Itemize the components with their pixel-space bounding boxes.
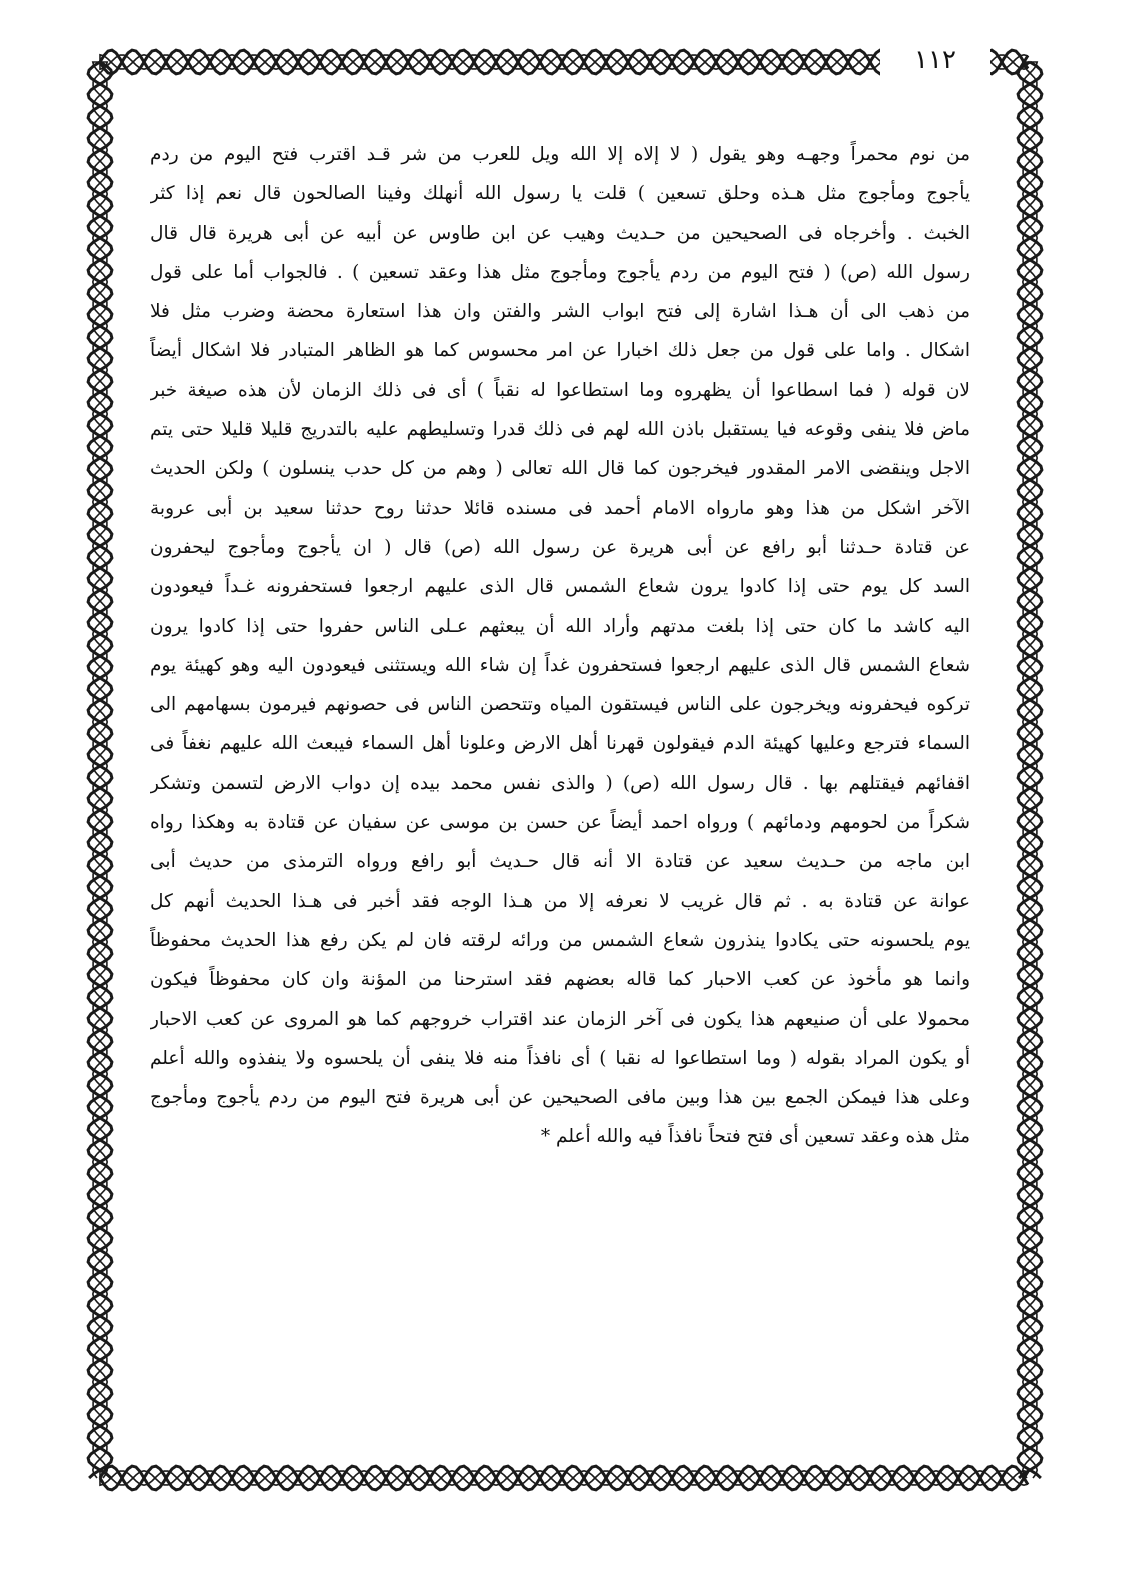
text-line: اقفائهم فيقتلهم بها . قال رسول الله (ص) ( والذى نفس محمد بيده إن دواب الارض لتسمن وتشكر — [150, 772, 970, 794]
text-line: ماض فلا ينفى وقوعه فيا يستقبل باذن الله لهم فى ذلك قدرا وتسليطهم عليه بالتدريج قليلا قليلا حتى يتم — [150, 419, 970, 441]
text-line: يأجوج ومأجوج مثل هـذه وحلق تسعين ) قلت يا رسول الله أنهلك وفينا الصالحون قال نعم إذا كثر — [150, 183, 970, 205]
text-line: رسول الله (ص) ( فتح اليوم من ردم يأجوج ومأجوج مثل هذا وعقد تسعين ) . فالجواب أما على قول — [150, 261, 970, 283]
text-line: ابن ماجه من حـديث سعيد عن قتادة الا أنه قال حـديث أبو رافع ورواه الترمذى من حديث أبى — [150, 851, 970, 873]
text-line: شكراً من لحومهم ودمائهم ) ورواه احمد أيضاً عن حسن بن موسى عن سفيان عن قتادة به وهكذا رواه — [150, 812, 970, 834]
text-line: عوانة عن قتادة به . ثم قال غريب لا نعرفه إلا من هـذا الوجه فقد أخبر فى هـذا الحديث أنهم كل — [150, 890, 970, 912]
text-line: السد كل يوم حتى إذا كادوا يرون شعاع الشمس قال الذى عليهم ارجعوا فستحفرونه غـداً فيعودون — [150, 576, 970, 598]
page-number: ١١٢ — [880, 40, 990, 80]
text-line: السماء فترجع وعليها كهيئة الدم فيقولون قهرنا أهل الارض وعلونا أهل السماء فيبعث الله عليهم نغفاً فى — [150, 733, 970, 755]
text-line: الاجل وينقضى الامر المقدور فيخرجون كما قال الله تعالى ( وهم من كل حدب ينسلون ) ولكن الحديث — [150, 458, 970, 480]
text-line: محمولا على أن صنيعهم هذا يكون فى آخر الزمان عند اقتراب خروجهم كما هو المروى عن كعب الاحبار — [150, 1008, 970, 1030]
text-line: أو يكون المراد بقوله ( وما استطاعوا له نقبا ) أى نافذاً منه فلا ينفى أن يلحسوه ولا ينفذوه والله أعلم — [150, 1047, 970, 1069]
text-line: وعلى هذا فيمكن الجمع بين هذا وبين مافى الصحيحين عن أبى هريرة فتح اليوم من ردم يأجوج ومأجوج — [150, 1087, 970, 1109]
text-line: من نوم محمراً وجهـه وهو يقول ( لا إلاه إلا الله ويل للعرب من شر قـد اقترب فتح اليوم من ردم — [150, 144, 970, 165]
body-text — [150, 135, 970, 1375]
text-line: شعاع الشمس قال الذى عليهم ارجعوا فستحفرون غداً إن شاء الله ويستثنى فيعودون اليه وهو كهيئة يوم — [150, 654, 970, 676]
text-line: اليه كاشد ما كان حتى إذا بلغت مدتهم وأراد الله أن يبعثهم عـلى الناس حفروا حتى إذا كادوا يرون — [150, 615, 970, 637]
text-line: اشكال . واما على قول من جعل ذلك اخبارا عن امر محسوس كما هو الظاهر المتبادر فلا اشكال أيضاً — [150, 340, 970, 362]
text-line: مثل هذه وعقد تسعين أى فتح فتحاً نافذاً فيه والله أعلم * — [540, 1126, 970, 1148]
text-line: لان قوله ( فما اسطاعوا أن يظهروه وما استطاعوا له نقباً ) أى فى ذلك الزمان لأن هذه صيغة خبر — [150, 379, 970, 401]
text-line: تركوه فيحفرونه ويخرجون على الناس فيستقون المياه وتتحصن الناس فى حصونهم فيرمون بسهامهم الى — [150, 694, 970, 716]
text-line: الخبث . وأخرجاه فى الصحيحين من حـديث وهيب عن ابن طاوس عن أبيه عن أبى هريرة قال قال — [150, 222, 970, 244]
text-line: الآخر اشكل من هذا وهو مارواه الامام أحمد فى مسنده قائلا حدثنا روح حدثنا سعيد بن أبى عروبة — [150, 497, 970, 519]
text-line: وانما هو مأخوذ عن كعب الاحبار كما قاله بعضهم فقد استرحنا من المؤنة وان كان محفوظاً فيكون — [150, 969, 970, 991]
text-line: عن قتادة حـدثنا أبو رافع عن أبى هريرة عن رسول الله (ص) قال ( ان يأجوج ومأجوج ليحفرون — [150, 536, 970, 558]
text-line: يوم يلحسونه حتى يكادوا ينذرون شعاع الشمس من ورائه لرقته فان لم يكن رفع هذا الحديث محفوظاً — [150, 929, 970, 951]
text-line: من ذهب الى أن هـذا اشارة إلى فتح ابواب الشر والفتن وان هذا استعارة محضة وضرب مثل فلا — [150, 301, 970, 323]
